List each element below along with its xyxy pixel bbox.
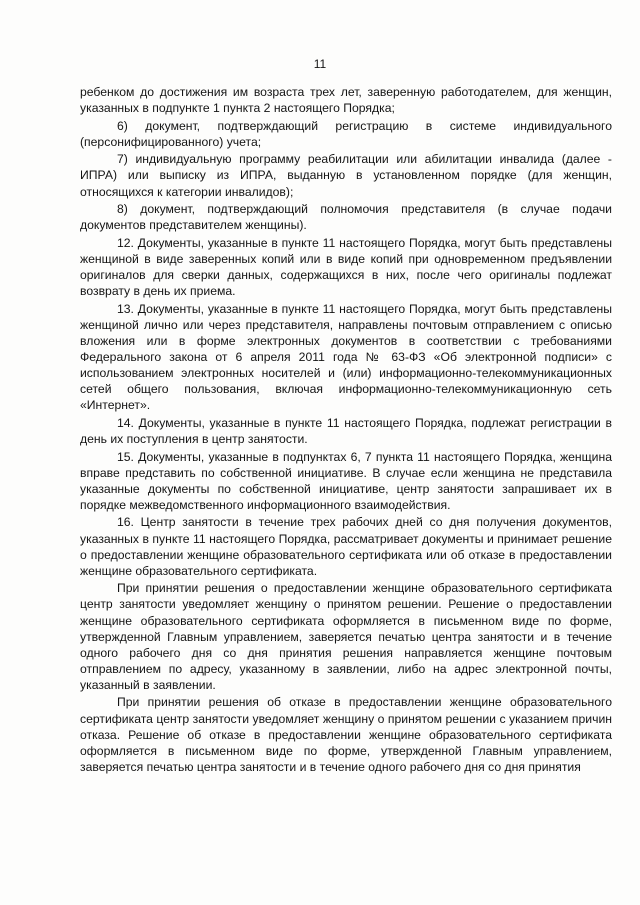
clause-16-refusal: При принятии решения об отказе в предоставлении женщине образовательного сертификата центр занятости уведомляет женщину о принятом решении с указанием причин отказа. Решение об отказе в предоставлении женщине образовательного сертификата оформляется в письменном виде по форме, утвержденной Главным управлением, заверяется печатью центра занятости и в течение одного рабочего дня со дня принятия <box>80 695 612 774</box>
clause-16: 16. Центр занятости в течение трех рабочих дней со дня получения документов, указанных в пункте 11 настоящего Порядка, рассматривает документы и принимает решение о предоставлении женщине образовательного сертификата или об отказе в предоставлении женщине образовательного сертификата. <box>80 515 612 578</box>
clause-15: 15. Документы, указанные в подпунктах 6, 7 пункта 11 настоящего Порядка, женщина вправе представить по собственной инициативе. В случае если женщина не представила указанные документы по собственной инициативе, центр занятости запрашивает их в порядке межведомственного информационного взаимодействия. <box>80 449 612 512</box>
subitem-6: 6) документ, подтверждающий регистрацию в системе индивидуального (персонифицированного) учета; <box>80 118 612 149</box>
paragraph-continuation: ребенком до достижения им возраста трех лет, заверенную работодателем, для женщин, указанных в подпункте 1 пункта 2 настоящего Порядка; <box>80 85 612 116</box>
subitem-8: 8) документ, подтверждающий полномочия представителя (в случае подачи документов представителем женщины). <box>80 202 612 233</box>
clause-13: 13. Документы, указанные в пункте 11 настоящего Порядка, могут быть представлены женщиной лично или через представителя, направлены почтовым отправлением с описью вложения или в форме электронных документов в соответствии с требованиями Федерального закона от 6 апреля 2011 года № 63-ФЗ «Об электронной подписи» с использованием электронных носителей и (или) информационно-телекоммуникационных сетей общего пользования, включая информационно-телекоммуникационную сеть «Интернет». <box>80 301 612 413</box>
clause-12: 12. Документы, указанные в пункте 11 настоящего Порядка, могут быть представлены женщиной в виде заверенных копий или в виде копий при одновременном предъявлении оригиналов для сверки данных, содержащихся в них, после чего оригиналы подлежат возврату в день их приема. <box>80 235 612 299</box>
subitem-7: 7) индивидуальную программу реабилитации или абилитации инвалида (далее - ИПРА) или выписку из ИПРА, выданную в установленном порядке (для женщин, относящихся к категории инвалидов); <box>80 152 612 199</box>
page-number: 11 <box>313 57 327 71</box>
document-body <box>80 84 612 776</box>
clause-14: 14. Документы, указанные в пункте 11 настоящего Порядка, подлежат регистрации в день их поступления в центр занятости. <box>80 415 612 446</box>
clause-16-approval: При принятии решения о предоставлении женщине образовательного сертификата центр занятости уведомляет женщину о принятом решении. Решение о предоставлении женщине образовательного сертификата оформляется в письменном виде по форме, утвержденной Главным управлением, заверяется печатью центра занятости и в течение одного рабочего дня со дня принятия решения направляется женщине почтовым отправлением по адресу, указанному в заявлении, либо на адрес электронной почты, указанный в заявлении. <box>80 581 612 692</box>
